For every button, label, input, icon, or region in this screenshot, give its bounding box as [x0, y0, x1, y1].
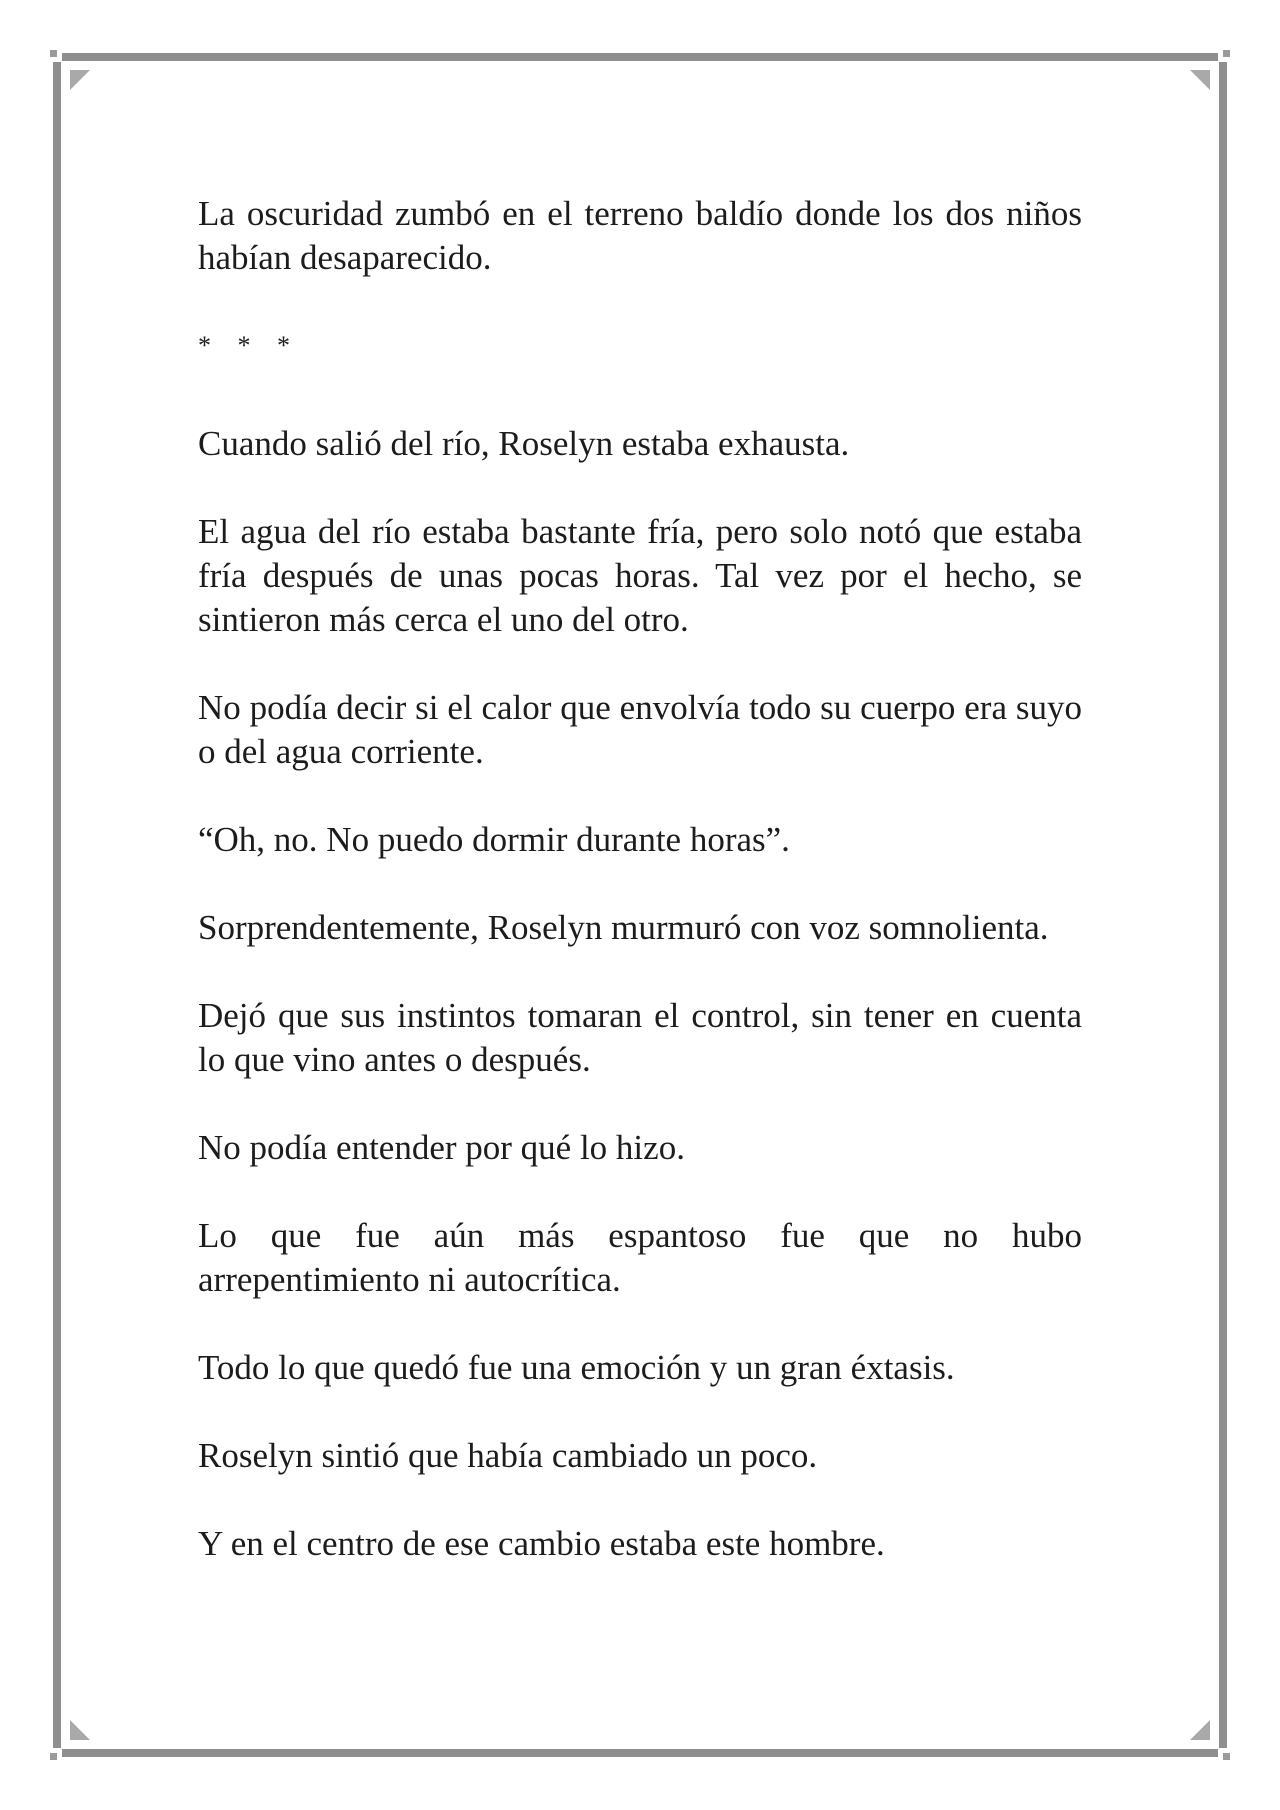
- frame-bottom-border: [62, 1749, 1218, 1757]
- frame-corner-triangle-bottom-left: [70, 1720, 90, 1740]
- paragraph: No podía entender por qué lo hizo.: [198, 1128, 685, 1167]
- frame-corner-triangle-top-left: [70, 70, 90, 90]
- frame-top-border: [62, 53, 1218, 61]
- paragraph: Y en el centro de ese cambio estaba este hombre.: [198, 1524, 885, 1563]
- scene-break: * * *: [198, 331, 300, 360]
- frame-left-border: [53, 62, 61, 1748]
- paragraph: Dejó que sus instintos tomaran el control, sin tener en cuenta lo que vino antes o después.: [198, 996, 1082, 1079]
- frame-corner-ornament: [50, 1753, 57, 1760]
- paragraph: “Oh, no. No puedo dormir durante horas”.: [198, 820, 790, 859]
- paragraph: Cuando salió del río, Roselyn estaba exhausta.: [198, 424, 850, 463]
- paragraph: Roselyn sintió que había cambiado un poco.: [198, 1436, 818, 1475]
- frame-corner-triangle-bottom-right: [1190, 1720, 1210, 1740]
- frame-corner-ornament: [1223, 50, 1230, 57]
- frame-corner-ornament: [50, 50, 57, 57]
- paragraph: Sorprendentemente, Roselyn murmuró con voz somnolienta.: [198, 908, 1049, 947]
- frame-corner-triangle-top-right: [1190, 70, 1210, 90]
- paragraph: El agua del río estaba bastante fría, pero solo notó que estaba fría después de unas pocas horas. Tal vez por el hecho, se sintieron más cerca el uno del otro.: [198, 512, 1082, 639]
- paragraph: No podía decir si el calor que envolvía todo su cuerpo era suyo o del agua corriente.: [198, 688, 1082, 771]
- paragraph: Lo que fue aún más espantoso fue que no hubo arrepentimiento ni autocrítica.: [198, 1216, 1082, 1299]
- paragraph: La oscuridad zumbó en el terreno baldío donde los dos niños habían desaparecido.: [198, 194, 1082, 277]
- frame-corner-ornament: [1223, 1753, 1230, 1760]
- story-text: [198, 192, 1082, 1610]
- paragraph: Todo lo que quedó fue una emoción y un gran éxtasis.: [198, 1348, 955, 1387]
- frame-right-border: [1219, 62, 1227, 1748]
